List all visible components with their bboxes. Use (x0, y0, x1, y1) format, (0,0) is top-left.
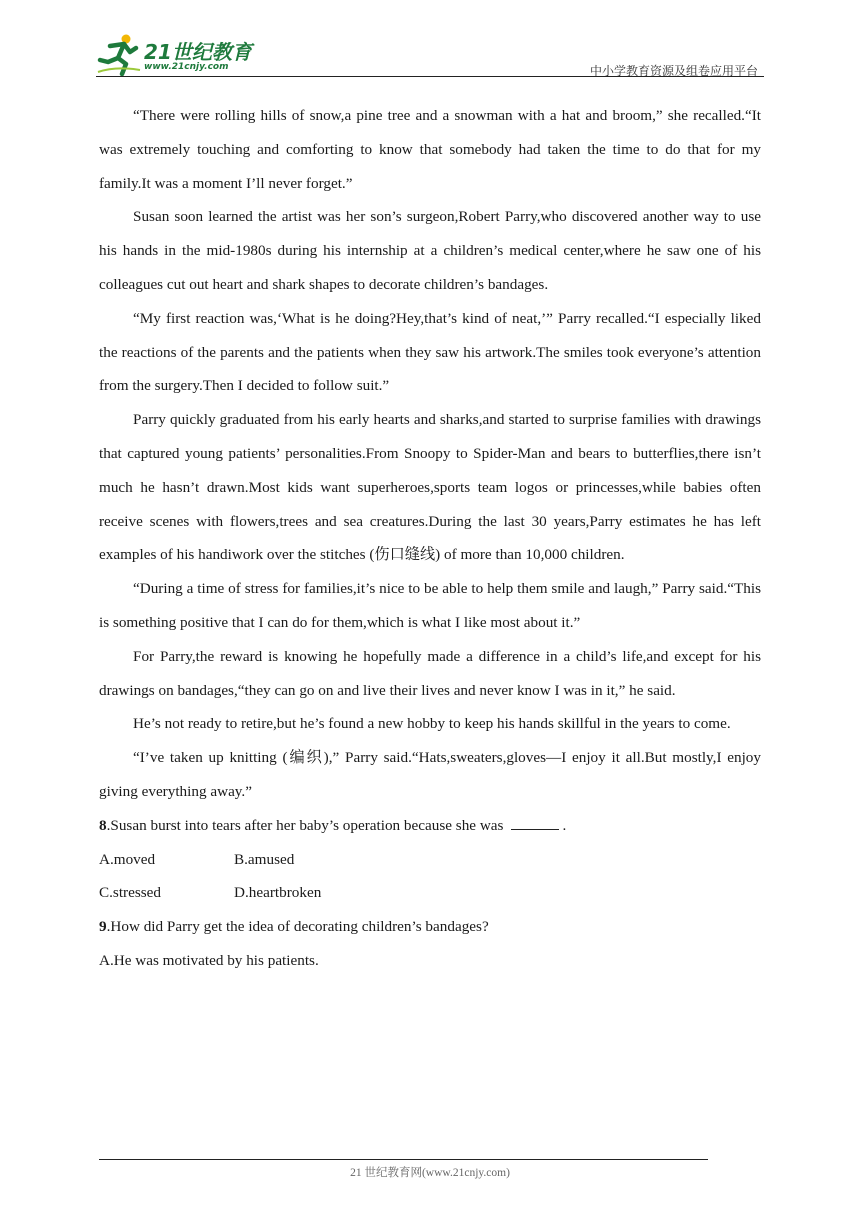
footer-link[interactable]: 21 世纪教育网(www.21cnjy.com) (350, 1167, 510, 1179)
logo-url: www.21cnjy.com (144, 62, 229, 72)
document-body (99, 99, 761, 978)
footer-divider (99, 1159, 708, 1160)
option-row (99, 876, 761, 910)
answer-blank[interactable] (511, 815, 559, 830)
paragraph: “My first reaction was,‘What is he doing?Hey,that’s kind of neat,’” Parry recalled.“I especially liked the reactions of the parents and the patients when they saw his artwork.The smiles took everyone’s attention from the surgery.Then I decided to follow suit.” (99, 309, 761, 395)
question-number: 8 (99, 816, 107, 834)
question-text: .How did Parry get the idea of decorating children’s bandages? (106, 918, 489, 936)
paragraph: He’s not ready to retire,but he’s found a new hobby to keep his hands skillful in the years to come. (133, 715, 731, 733)
paragraph: “I’ve taken up knitting (编织),” Parry said.“Hats,sweaters,gloves—I enjoy it all.But mostly,I enjoy giving everything away.” (99, 749, 761, 800)
page-footer (0, 1164, 860, 1180)
question-end: . (562, 816, 567, 834)
logo-title: 21世纪教育 (144, 40, 252, 64)
question-number: 9 (99, 918, 107, 936)
paragraph: Parry quickly graduated from his early hearts and sharks,and started to surprise families with drawings that captured young patients’ personalities.From Snoopy to Spider-Man and bears to butterflies,there isn’t much he hasn’t drawn.Most kids want superheroes,sports team logos or princesses,while babies often receive scenes with flowers,trees and sea creatures.During the last 30 years,Parry estimates he has left examples of his handiwork over the stitches (伤口缝线) of more than 10,000 children. (99, 411, 761, 564)
question-9 (99, 910, 761, 944)
option-c[interactable]: C.stressed (99, 884, 162, 902)
option-d[interactable]: D.heartbroken (234, 884, 322, 902)
site-logo[interactable] (96, 32, 266, 78)
platform-name: 中小学教育资源及组卷应用平台 (589, 64, 758, 78)
option-b[interactable]: B.amused (234, 850, 295, 868)
paragraph: “During a time of stress for families,it’s nice to be able to help them smile and laugh,” Parry said.“This is something positive that I can do for them,which is what I like most about it.” (99, 580, 761, 631)
option-a[interactable]: A.He was motivated by his patients. (99, 951, 319, 969)
runner-logo-icon (96, 32, 142, 78)
page-header (96, 32, 764, 78)
header-divider (96, 76, 764, 77)
option-row (99, 944, 761, 978)
paragraph: “There were rolling hills of snow,a pine tree and a snowman with a hat and broom,” she recalled.“It was extremely touching and comforting to know that somebody had taken the time to do that for my family.It was a moment I’ll never forget.” (99, 107, 761, 192)
question-8 (99, 809, 761, 843)
question-text: .Susan burst into tears after her baby’s operation because she was (106, 816, 504, 834)
paragraph: For Parry,the reward is knowing he hopefully made a difference in a child’s life,and except for his drawings on bandages,“they can go on and live their lives and never know I was in it,” he said. (99, 647, 761, 699)
paragraph: Susan soon learned the artist was her son’s surgeon,Robert Parry,who discovered another way to use his hands in the mid-1980s during his internship at a children’s medical center,where he saw one of his colleagues cut out heart and shark shapes to decorate children’s bandages. (99, 208, 761, 293)
option-row (99, 843, 761, 877)
option-a[interactable]: A.moved (99, 850, 156, 868)
